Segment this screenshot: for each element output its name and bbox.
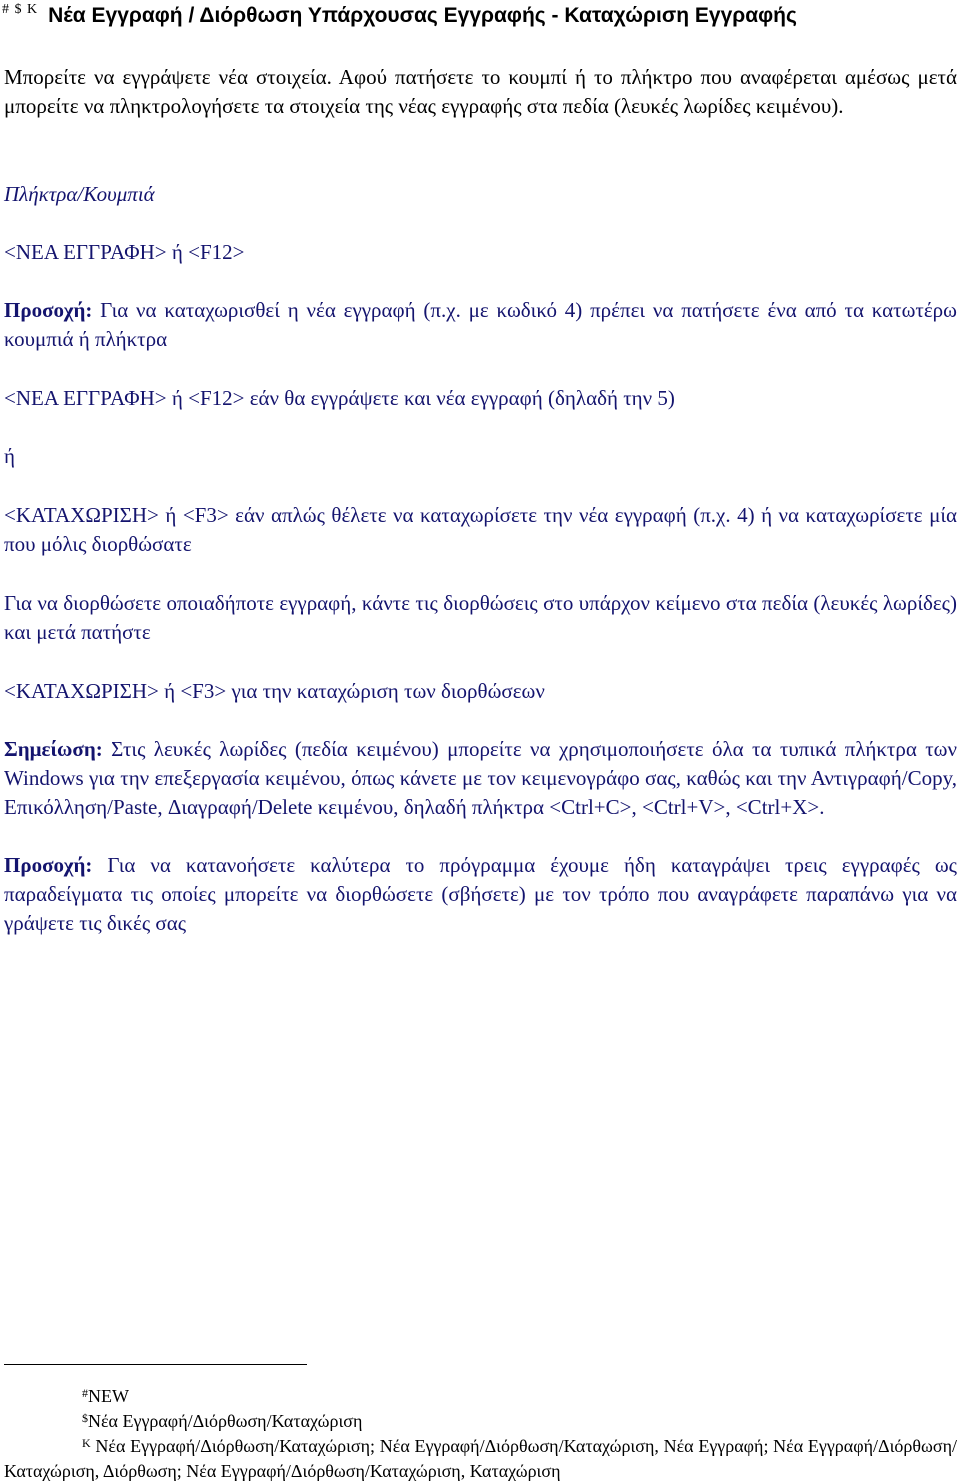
keys-heading: Πλήκτρα/Κουμπιά bbox=[4, 182, 155, 206]
correction-paragraph: Για να διορθώσετε οποιαδήποτε εγγραφή, κάντε τις διορθώσεις στο υπάρχον κείμενο στα πεδία (λευκές λωρίδες) και μετά πατήστε bbox=[4, 591, 957, 644]
attention-paragraph-1 bbox=[4, 296, 957, 354]
intro-paragraph: Μπορείτε να εγγράψετε νέα στοιχεία. Αφού πατήσετε το κουμπί ή το πλήκτρο που αναφέρεται αμέσως μετά μπορείτε να πληκτρολογήσετε τα στοιχεία της νέας εγγραφής στα πεδία (λευκές λωρίδες κειμένου). bbox=[4, 65, 957, 118]
footnote-text: NEW bbox=[88, 1386, 129, 1406]
footnote-text: Νέα Εγγραφή/Διόρθωση/Καταχώριση; Νέα Εγγραφή/Διόρθωση/Καταχώριση, Νέα Εγγραφή; Νέα Εγγραφή/Διόρθωση/Καταχώριση, Διόρθωση; Νέα Εγγραφή/Διόρθωση/Καταχώριση, Καταχώριση bbox=[4, 1436, 958, 1481]
footnote-mark: $ bbox=[82, 1411, 88, 1425]
attention-text: Για να κατανοήσετε καλύτερα το πρόγραμμα έχουμε ήδη καταγράψει τρεις εγγραφές ως παραδείγματα τις οποίες μπορείτε να διορθώσετε (σβήσετε) με τον τρόπο που αναγράφετε παραπάνω για να γράψετε τις δικές σας bbox=[4, 853, 957, 935]
note-text: Στις λευκές λωρίδες (πεδία κειμένου) μπορείτε να χρησιμοποιήσετε όλα τα τυπικά πλήκτρα των Windows για την επεξεργασία κειμένου, όπως κάνετε με τον κειμενογράφο σας, καθώς και την Αντιγραφή/Copy, Επικόλληση/Paste, Διαγραφή/Delete κειμένου, δηλαδή πλήκτρα <Ctrl+C>, <Ctrl+V>, <Ctrl+X>. bbox=[4, 737, 957, 819]
option-new-record: <ΝΕΑ ΕΓΓΡΑΦΗ> ή <F12> εάν θα εγγράψετε και νέα εγγραφή (δηλαδή την 5) bbox=[4, 386, 675, 410]
attention-paragraph-2 bbox=[4, 851, 957, 938]
footnote-mark: # bbox=[82, 1386, 88, 1400]
option-save-record: <ΚΑΤΑΧΩΡΙΣΗ> ή <F3> εάν απλώς θέλετε να καταχωρίσετε την νέα εγγραφή (π.χ. 4) ή να καταχωρίσετε μία που μόλις διορθώσατε bbox=[4, 503, 957, 556]
keys-line: <ΝΕΑ ΕΓΓΡΑΦΗ> ή <F12> bbox=[4, 240, 245, 264]
footnote-item bbox=[4, 1409, 960, 1434]
footnote-divider bbox=[4, 1364, 307, 1365]
footnote-mark: K bbox=[82, 1436, 91, 1450]
footnote-markers: # $ K bbox=[2, 2, 39, 17]
attention-text: Για να καταχωρισθεί η νέα εγγραφή (π.χ. με κωδικό 4) πρέπει να πατήσετε ένα από τα κατωτέρω κουμπιά ή πλήκτρα bbox=[4, 298, 957, 351]
note-label: Σημείωση: bbox=[4, 737, 103, 761]
footnote-text: Νέα Εγγραφή/Διόρθωση/Καταχώριση bbox=[88, 1411, 363, 1431]
page-header bbox=[2, 4, 797, 28]
page-title: Νέα Εγγραφή / Διόρθωση Υπάρχουσας Εγγραφής - Καταχώριση Εγγραφής bbox=[48, 4, 797, 27]
attention-label: Προσοχή: bbox=[4, 853, 93, 877]
save-corrections-line: <ΚΑΤΑΧΩΡΙΣΗ> ή <F3> για την καταχώριση των διορθώσεων bbox=[4, 679, 545, 703]
footnote-item bbox=[4, 1434, 957, 1484]
note-paragraph bbox=[4, 735, 957, 822]
footnote-item bbox=[4, 1384, 960, 1409]
attention-label: Προσοχή: bbox=[4, 298, 93, 322]
or-separator: ή bbox=[4, 444, 15, 468]
